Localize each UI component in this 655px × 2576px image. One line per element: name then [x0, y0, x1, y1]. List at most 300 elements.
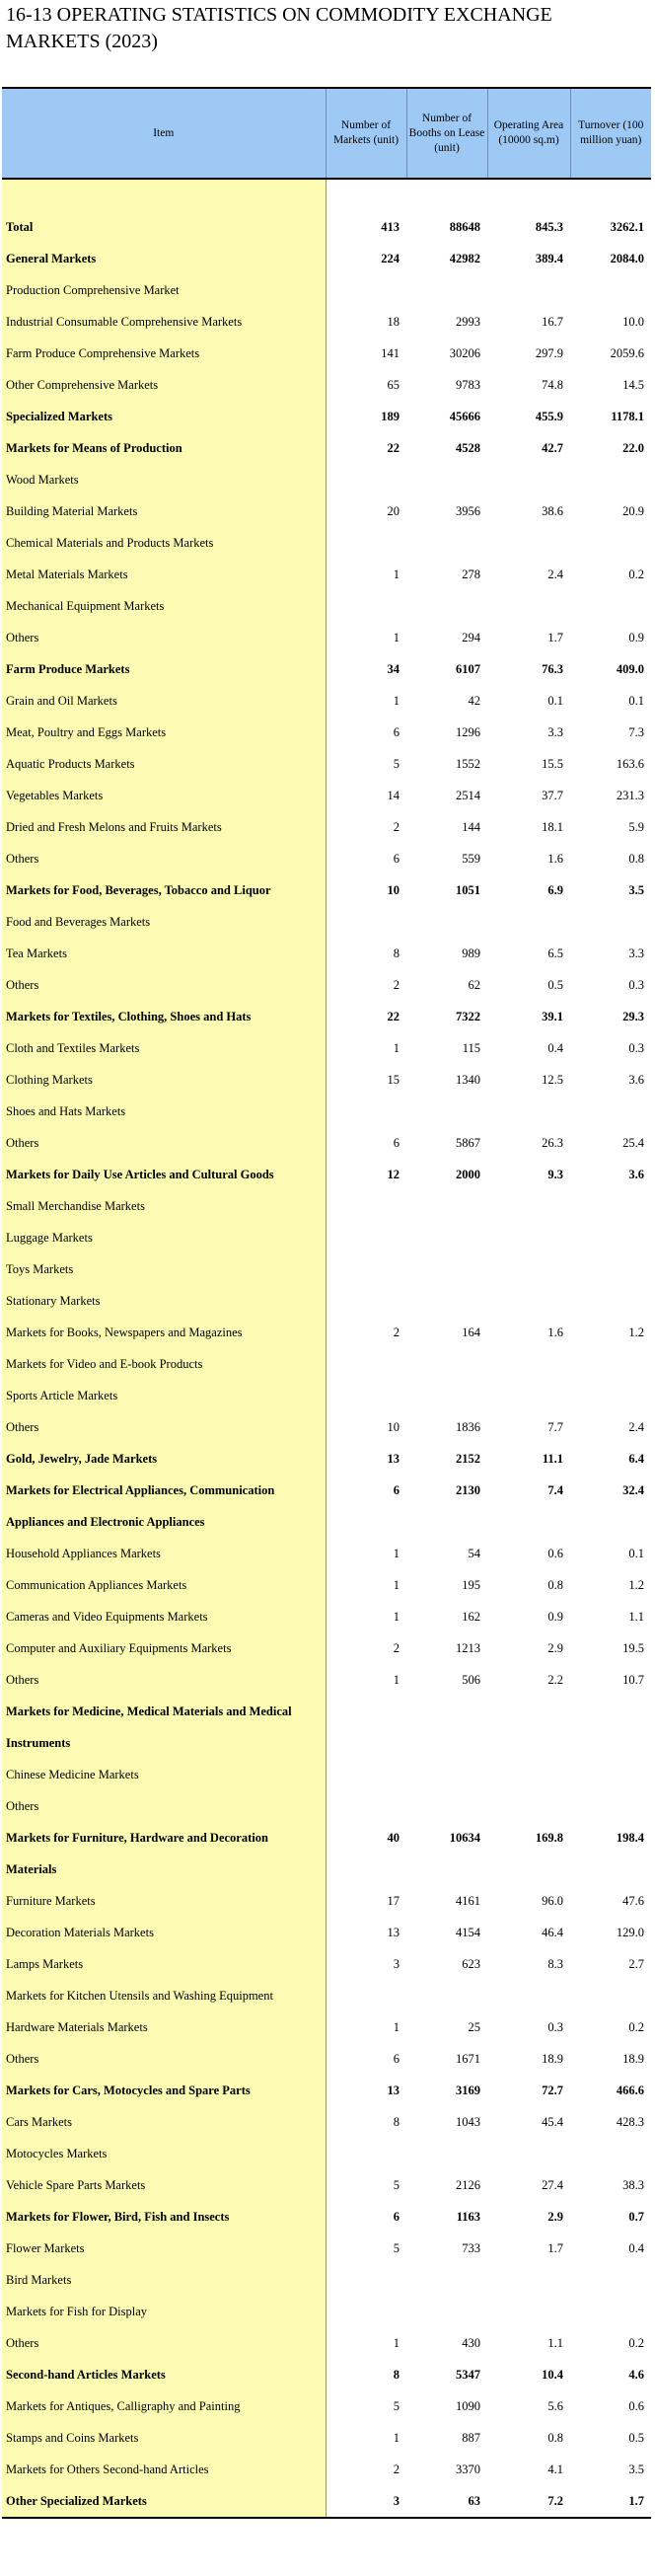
cell-area: 15.5 [542, 756, 563, 771]
cell-turnover [570, 2296, 651, 2327]
cell-turnover: 163.6 [616, 756, 644, 771]
table-row [2, 1443, 651, 1475]
table-row [2, 1411, 651, 1443]
cell-turnover: 3.5 [628, 2462, 644, 2476]
cell-area: 46.4 [542, 1925, 563, 1939]
cell-item: Others [2, 1790, 326, 1822]
cell-area: 4.1 [547, 2462, 563, 2476]
cell-turnover: 10.7 [622, 1672, 644, 1687]
cell-area [487, 1854, 570, 1885]
statistics-table [2, 87, 651, 2519]
cell-item: Toys Markets [2, 1253, 326, 1285]
cell-markets: 1 [393, 2430, 400, 2445]
table-row [2, 780, 651, 811]
cell-area: 1.6 [547, 851, 563, 866]
cell-markets [326, 179, 406, 211]
cell-turnover: 3.6 [628, 1072, 644, 1087]
table-row [2, 622, 651, 653]
cell-markets: 1 [393, 2019, 400, 2034]
table-row [2, 2138, 651, 2169]
cell-markets: 13 [387, 1925, 400, 1939]
cell-area: 455.9 [535, 409, 563, 423]
cell-item: Other Comprehensive Markets [2, 369, 326, 401]
table-row [2, 179, 651, 211]
cell-area [487, 1348, 570, 1380]
cell-item: Markets for Books, Newspapers and Magazines [2, 1317, 326, 1348]
cell-markets: 1 [393, 693, 400, 708]
cell-booths: 733 [462, 2240, 480, 2255]
cell-markets: 224 [381, 251, 400, 265]
cell-turnover: 18.9 [622, 2051, 644, 2066]
cell-area: 74.8 [542, 377, 563, 392]
table-row [2, 2390, 651, 2422]
cell-turnover: 6.4 [628, 1451, 644, 1466]
cell-item: Farm Produce Markets [2, 653, 326, 685]
table-row [2, 1917, 651, 1948]
table-row [2, 1885, 651, 1917]
cell-item: Markets for Kitchen Utensils and Washing Equipment [2, 1980, 326, 2011]
cell-booths [406, 1854, 487, 1885]
table-row [2, 1664, 651, 1696]
cell-turnover: 0.3 [628, 1040, 644, 1055]
table-row [2, 2296, 651, 2327]
table-row [2, 1854, 651, 1885]
cell-item [2, 179, 326, 211]
cell-area: 169.8 [535, 1830, 563, 1845]
table-row [2, 1001, 651, 1032]
cell-area: 0.5 [547, 977, 563, 992]
cell-area [487, 1696, 570, 1727]
table-row [2, 969, 651, 1001]
cell-area: 0.3 [547, 2019, 563, 2034]
cell-area [487, 179, 570, 211]
cell-item: Motocycles Markets [2, 2138, 326, 2169]
cell-turnover: 5.9 [628, 819, 644, 834]
cell-turnover: 14.5 [622, 377, 644, 392]
cell-item: Others [2, 622, 326, 653]
cell-area: 37.7 [542, 788, 563, 802]
cell-area: 10.4 [542, 2367, 563, 2382]
cell-markets: 1 [393, 1040, 400, 1055]
cell-area: 8.3 [547, 1956, 563, 1971]
cell-area: 845.3 [535, 219, 563, 234]
cell-markets [326, 1285, 406, 1317]
cell-booths [406, 1790, 487, 1822]
cell-area: 9.3 [547, 1167, 563, 1181]
cell-area: 72.7 [542, 2083, 563, 2097]
cell-booths: 62 [468, 977, 480, 992]
cell-markets: 5 [393, 2398, 400, 2413]
cell-turnover: 2.7 [628, 1956, 644, 1971]
cell-item: Food and Beverages Markets [2, 906, 326, 938]
cell-area: 18.9 [542, 2051, 563, 2066]
cell-turnover: 129.0 [616, 1925, 644, 1939]
table-row [2, 1538, 651, 1569]
cell-turnover: 19.5 [622, 1640, 644, 1655]
table-row [2, 495, 651, 527]
cell-item: Vegetables Markets [2, 780, 326, 811]
cell-area [487, 1380, 570, 1411]
cell-markets: 2 [393, 2462, 400, 2476]
cell-area: 12.5 [542, 1072, 563, 1087]
table-row [2, 274, 651, 306]
cell-booths: 25 [468, 2019, 480, 2034]
cell-item: Grain and Oil Markets [2, 685, 326, 717]
cell-booths: 9783 [456, 377, 480, 392]
cell-markets [326, 1759, 406, 1790]
cell-area: 27.4 [542, 2177, 563, 2192]
cell-markets: 6 [393, 724, 400, 739]
table-body [2, 179, 651, 2518]
cell-item: Markets for Means of Production [2, 432, 326, 464]
cell-booths [406, 274, 487, 306]
cell-turnover: 38.3 [622, 2177, 644, 2192]
cell-item: Sports Article Markets [2, 1380, 326, 1411]
table-row [2, 874, 651, 906]
cell-area: 3.3 [547, 724, 563, 739]
cell-area [487, 274, 570, 306]
cell-markets [326, 1790, 406, 1822]
cell-booths: 559 [462, 851, 480, 866]
table-row [2, 1253, 651, 1285]
table-row [2, 2201, 651, 2233]
cell-turnover [570, 1854, 651, 1885]
cell-item: Gold, Jewelry, Jade Markets [2, 1443, 326, 1475]
cell-booths: 1043 [456, 2114, 480, 2129]
table-header [2, 88, 651, 179]
cell-booths [406, 1380, 487, 1411]
table-row [2, 1380, 651, 1411]
cell-turnover [570, 1790, 651, 1822]
cell-turnover: 2059.6 [610, 345, 644, 360]
cell-item: Second-hand Articles Markets [2, 2359, 326, 2390]
table-row [2, 369, 651, 401]
cell-area [487, 1759, 570, 1790]
cell-item: Markets for Antiques, Calligraphy and Painting [2, 2390, 326, 2422]
cell-markets: 1 [393, 1609, 400, 1624]
cell-item: Hardware Materials Markets [2, 2011, 326, 2043]
cell-turnover [570, 464, 651, 495]
table-row [2, 2106, 651, 2138]
cell-booths [406, 1222, 487, 1253]
cell-markets: 5 [393, 756, 400, 771]
cell-area [487, 2138, 570, 2169]
cell-area: 96.0 [542, 1893, 563, 1908]
cell-turnover: 25.4 [622, 1135, 644, 1150]
table-row [2, 1064, 651, 1096]
cell-area: 11.1 [542, 1451, 563, 1466]
cell-booths: 42 [468, 693, 480, 708]
cell-area: 7.2 [487, 2485, 570, 2518]
cell-item: Shoes and Hats Markets [2, 1096, 326, 1127]
cell-markets: 1 [393, 1672, 400, 1687]
cell-item: Small Merchandise Markets [2, 1190, 326, 1222]
table-row [2, 1317, 651, 1348]
cell-item: Others [2, 969, 326, 1001]
cell-turnover: 198.4 [616, 1830, 644, 1845]
cell-markets: 1 [393, 1577, 400, 1592]
table-row [2, 590, 651, 622]
cell-item: Markets for Others Second-hand Articles [2, 2454, 326, 2485]
table-row [2, 527, 651, 559]
cell-turnover: 428.3 [616, 2114, 644, 2129]
cell-area: 16.7 [542, 314, 563, 329]
cell-turnover [570, 1190, 651, 1222]
cell-item: Luggage Markets [2, 1222, 326, 1253]
cell-area: 2.2 [547, 1672, 563, 1687]
cell-area: 5.6 [547, 2398, 563, 2413]
table-row [2, 717, 651, 748]
cell-item: Aquatic Products Markets [2, 748, 326, 780]
table-row [2, 2011, 651, 2043]
cell-turnover: 32.4 [622, 1482, 644, 1497]
cell-booths [406, 179, 487, 211]
table-row [2, 1159, 651, 1190]
cell-booths: 6107 [456, 661, 480, 676]
cell-turnover: 0.3 [628, 977, 644, 992]
cell-item: Building Material Markets [2, 495, 326, 527]
table-row [2, 464, 651, 495]
cell-booths: 1051 [456, 882, 480, 897]
cell-item: Appliances and Electronic Appliances [2, 1506, 326, 1538]
cell-booths [406, 2264, 487, 2296]
cell-area: 26.3 [542, 1135, 563, 1150]
cell-turnover: 1178.1 [611, 409, 644, 423]
table-row [2, 1285, 651, 1317]
cell-turnover [570, 1696, 651, 1727]
cell-turnover: 1.1 [628, 1609, 644, 1624]
cell-turnover: 4.6 [628, 2367, 644, 2382]
cell-turnover [570, 1096, 651, 1127]
cell-turnover: 0.9 [628, 630, 644, 644]
cell-markets: 14 [387, 788, 400, 802]
cell-booths: 144 [462, 819, 480, 834]
table-row [2, 1190, 651, 1222]
cell-markets: 413 [381, 219, 400, 234]
cell-booths: 989 [462, 946, 480, 960]
cell-booths: 2152 [456, 1451, 480, 1466]
cell-area [487, 1506, 570, 1538]
cell-markets [326, 1096, 406, 1127]
cell-booths: 30206 [449, 345, 480, 360]
cell-turnover [570, 590, 651, 622]
cell-booths: 1836 [456, 1419, 480, 1434]
table-row [2, 559, 651, 590]
cell-turnover: 0.2 [628, 567, 644, 581]
cell-booths: 2126 [456, 2177, 480, 2192]
cell-turnover: 10.0 [622, 314, 644, 329]
table-row [2, 2359, 651, 2390]
cell-markets: 20 [387, 503, 400, 518]
cell-area [487, 1222, 570, 1253]
cell-item: Markets for Food, Beverages, Tobacco and Liquor [2, 874, 326, 906]
cell-area: 76.3 [542, 661, 563, 676]
cell-booths: 1296 [456, 724, 480, 739]
table-row [2, 748, 651, 780]
table-row [2, 1475, 651, 1506]
cell-turnover [570, 179, 651, 211]
page-title: 16-13 OPERATING STATISTICS ON COMMODITY EXCHANGE MARKETS (2023) [6, 4, 552, 52]
cell-item: Cloth and Textiles Markets [2, 1032, 326, 1064]
table-row [2, 2043, 651, 2075]
cell-markets [326, 2264, 406, 2296]
cell-markets: 13 [387, 1451, 400, 1466]
cell-item: Chemical Materials and Products Markets [2, 527, 326, 559]
cell-booths: 195 [462, 1577, 480, 1592]
cell-turnover: 3.5 [628, 882, 644, 897]
cell-booths: 45666 [449, 409, 480, 423]
cell-booths: 5347 [456, 2367, 480, 2382]
cell-turnover: 20.9 [622, 503, 644, 518]
cell-markets: 6 [393, 1482, 400, 1497]
cell-booths: 115 [462, 1040, 480, 1055]
cell-booths: 162 [462, 1609, 480, 1624]
cell-area: 1.7 [547, 630, 563, 644]
cell-turnover: 3.6 [628, 1167, 644, 1181]
table-row [2, 1127, 651, 1159]
cell-turnover [570, 1506, 651, 1538]
cell-booths [406, 1348, 487, 1380]
cell-item: Tea Markets [2, 938, 326, 969]
table-row [2, 1696, 651, 1727]
cell-booths: 506 [462, 1672, 480, 1687]
cell-item: General Markets [2, 243, 326, 274]
cell-turnover [570, 2264, 651, 2296]
cell-turnover [570, 1253, 651, 1285]
cell-item: Household Appliances Markets [2, 1538, 326, 1569]
cell-booths: 1090 [456, 2398, 480, 2413]
cell-area: 7.7 [547, 1419, 563, 1434]
cell-markets: 15 [387, 1072, 400, 1087]
cell-turnover: 7.3 [628, 724, 644, 739]
cell-booths: 2993 [456, 314, 480, 329]
cell-item: Materials [2, 1854, 326, 1885]
cell-area: 0.4 [547, 1040, 563, 1055]
cell-turnover: 2084.0 [610, 251, 644, 265]
cell-markets: 10 [387, 1419, 400, 1434]
cell-markets: 1 [393, 2335, 400, 2350]
table-row [2, 1632, 651, 1664]
cell-turnover [570, 906, 651, 938]
cell-turnover: 1.7 [570, 2485, 651, 2518]
cell-turnover: 0.2 [628, 2335, 644, 2350]
cell-item: Flower Markets [2, 2233, 326, 2264]
cell-item: Others [2, 843, 326, 874]
cell-markets [326, 2138, 406, 2169]
cell-area: 6.5 [547, 946, 563, 960]
cell-item: Cars Markets [2, 2106, 326, 2138]
cell-item: Clothing Markets [2, 1064, 326, 1096]
cell-booths: 63 [406, 2485, 487, 2518]
cell-item: Vehicle Spare Parts Markets [2, 2169, 326, 2201]
cell-turnover: 0.2 [628, 2019, 644, 2034]
cell-booths [406, 527, 487, 559]
cell-area: 2.4 [547, 567, 563, 581]
cell-area: 45.4 [542, 2114, 563, 2129]
cell-booths: 3169 [456, 2083, 480, 2097]
cell-booths: 88648 [449, 219, 480, 234]
cell-markets [326, 1348, 406, 1380]
cell-turnover [570, 1380, 651, 1411]
cell-booths: 4154 [456, 1925, 480, 1939]
cell-item: Markets for Video and E-book Products [2, 1348, 326, 1380]
cell-area [487, 590, 570, 622]
cell-markets: 1 [393, 630, 400, 644]
table-row [2, 401, 651, 432]
cell-booths [406, 1759, 487, 1790]
cell-booths: 2514 [456, 788, 480, 802]
cell-booths: 1671 [456, 2051, 480, 2066]
cell-turnover [570, 1222, 651, 1253]
table-row [2, 243, 651, 274]
cell-markets [326, 1506, 406, 1538]
cell-item: Cameras and Video Equipments Markets [2, 1601, 326, 1632]
cell-item: Others [2, 1411, 326, 1443]
cell-area: 389.4 [535, 251, 563, 265]
cell-markets: 5 [393, 2177, 400, 2192]
cell-area: 0.8 [547, 2430, 563, 2445]
cell-area [487, 1727, 570, 1759]
cell-turnover: 3262.1 [610, 219, 644, 234]
header-turnover: Turnover (100 million yuan) [570, 88, 651, 179]
cell-markets [326, 906, 406, 938]
cell-booths: 294 [462, 630, 480, 644]
cell-booths [406, 1696, 487, 1727]
cell-booths [406, 2296, 487, 2327]
cell-item: Markets for Electrical Appliances, Communication [2, 1475, 326, 1506]
cell-area: 0.8 [547, 1577, 563, 1592]
cell-booths: 5867 [456, 1135, 480, 1150]
table-row [2, 906, 651, 938]
cell-turnover: 0.7 [628, 2209, 644, 2224]
cell-markets [326, 1696, 406, 1727]
cell-turnover: 29.3 [622, 1009, 644, 1023]
header-booths: Number of Booths on Lease (unit) [406, 88, 487, 179]
cell-area: 7.4 [547, 1482, 563, 1497]
cell-item: Computer and Auxiliary Equipments Markets [2, 1632, 326, 1664]
table-row [2, 2485, 651, 2518]
cell-booths: 10634 [449, 1830, 480, 1845]
cell-area [487, 527, 570, 559]
cell-markets: 5 [393, 2240, 400, 2255]
cell-area [487, 1253, 570, 1285]
table-row [2, 1790, 651, 1822]
cell-booths: 42982 [449, 251, 480, 265]
cell-item: Furniture Markets [2, 1885, 326, 1917]
cell-markets [326, 590, 406, 622]
cell-item: Meat, Poultry and Eggs Markets [2, 717, 326, 748]
cell-turnover [570, 2138, 651, 2169]
cell-markets: 2 [393, 1640, 400, 1655]
table-row [2, 1601, 651, 1632]
cell-markets: 22 [387, 1009, 400, 1023]
cell-markets: 3 [393, 1956, 400, 1971]
cell-booths: 2130 [456, 1482, 480, 1497]
table-row [2, 1222, 651, 1253]
cell-markets [326, 1727, 406, 1759]
cell-booths [406, 590, 487, 622]
cell-markets: 6 [393, 1135, 400, 1150]
cell-item: Markets for Daily Use Articles and Cultural Goods [2, 1159, 326, 1190]
cell-item: Wood Markets [2, 464, 326, 495]
cell-area [487, 2296, 570, 2327]
cell-booths: 3956 [456, 503, 480, 518]
cell-markets: 12 [387, 1167, 400, 1181]
cell-turnover: 0.8 [628, 851, 644, 866]
cell-item: Lamps Markets [2, 1948, 326, 1980]
cell-markets: 141 [381, 345, 400, 360]
cell-turnover: 22.0 [622, 440, 644, 455]
